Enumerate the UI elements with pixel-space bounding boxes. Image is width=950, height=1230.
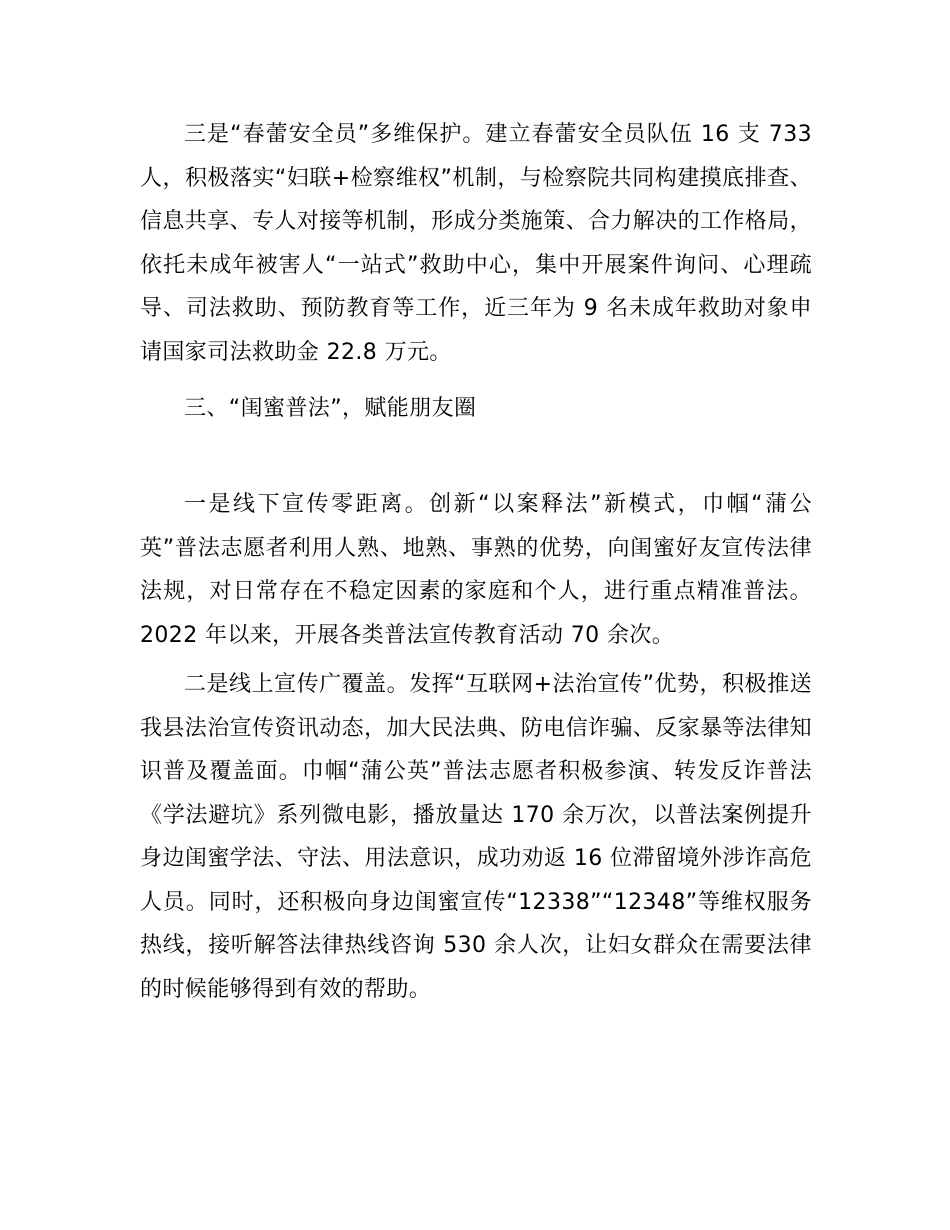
section-heading-bestie-law-popularization: 三、“闺蜜普法”，赋能朋友圈 [184,396,477,421]
paragraph-online-publicity: 二是线上宣传广覆盖。发挥“互联网+法治宣传”优势，积极推送我县法治宣传资讯动态，加大民法典、防电信诈骗、反家暴等法律知识普及覆盖面。巾帼“蒲公英”普法志愿者积极参演、转发反诈普法《学法避坑》系列微电影，播放量达 170 余万次，以普法案例提升身边闺蜜学法、守法、用法意识，成功劝返 16 位滞留境外涉诈高危人员。同时，还积极向身边闺蜜宣传“12338”“12348”等维权服务热线，接听解答法律热线咨询 530 余人次，让妇女群众在需要法律的时候能够得到有效的帮助。 [140,672,813,1002]
paragraph-chunlei-safety-officers: 三是“春蕾安全员”多维保护。建立春蕾安全员队伍 16 支 733 人，积极落实“妇联+检察维权”机制，与检察院共同构建摸底排查、信息共享、专人对接等机制，形成分类施策、合力解决的工作格局，依托未成年被害人“一站式”救助中心，集中开展案件询问、心理疏导、司法救助、预防教育等工作，近三年为 9 名未成年救助对象申请国家司法救助金 22.8 万元。 [140,122,813,365]
paragraph-offline-publicity: 一是线下宣传零距离。创新“以案释法”新模式，巾帼“蒲公英”普法志愿者利用人熟、地熟、事熟的优势，向闺蜜好友宣传法律法规，对日常存在不稳定因素的家庭和个人，进行重点精准普法。2022 年以来，开展各类普法宣传教育活动 70 余次。 [140,492,812,648]
